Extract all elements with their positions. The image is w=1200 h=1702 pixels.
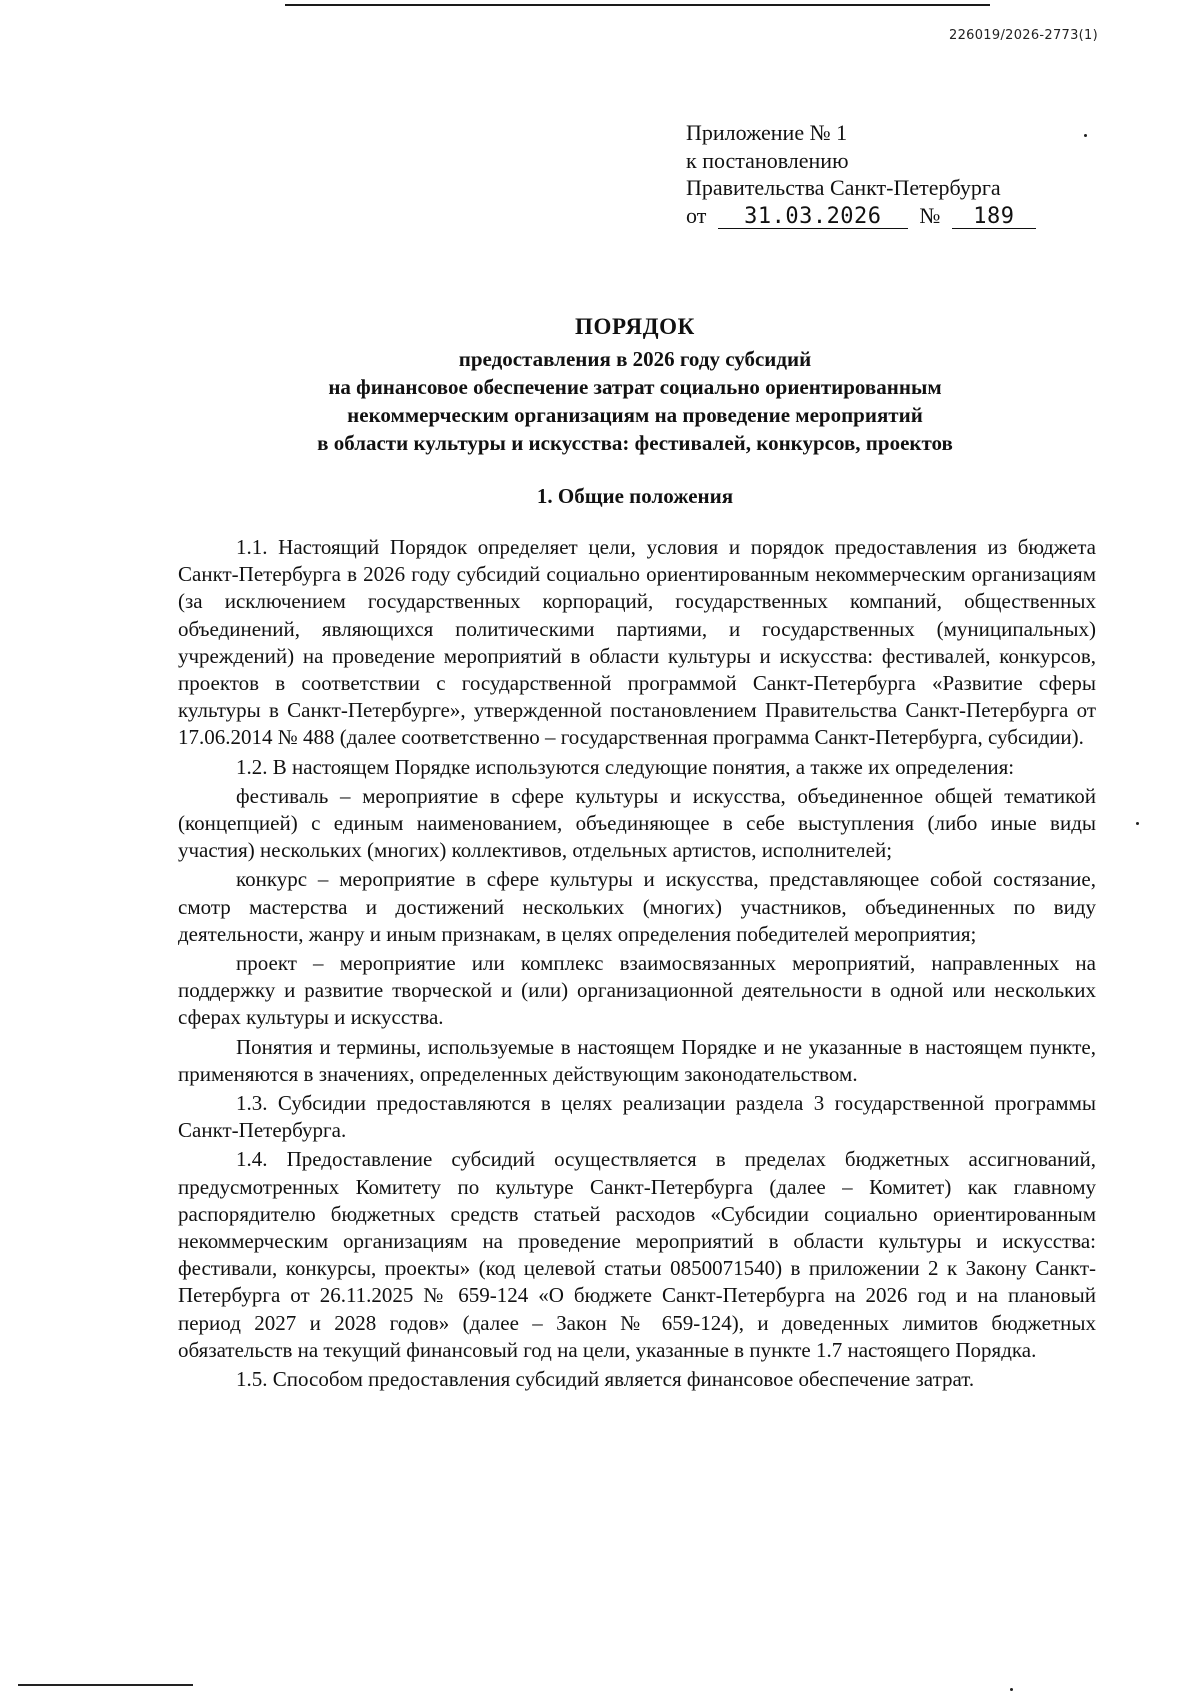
annex-title: Приложение № 1 (686, 120, 848, 145)
title-line: на финансовое обеспечение затрат социально ориентированным (328, 375, 942, 399)
scan-speck (1010, 1688, 1013, 1691)
annex-issuer: Правительства Санкт-Петербурга (686, 175, 1001, 200)
paragraph: конкурс – мероприятие в сфере культуры и искусства, представляющее собой состязание, смотр мастерства и достижений нескольких (многих) участников, объединенных по виду деятельности, жанру и иным признакам, в целях определения победителей мероприятия; (178, 867, 1096, 946)
resolution-date: 31.03.2026 (718, 206, 908, 229)
number-prefix: № (919, 202, 941, 228)
annex-header (686, 119, 1036, 229)
annex-subtitle: к постановлению (686, 147, 849, 173)
paragraph: 1.1. Настоящий Порядок определяет цели, условия и порядок предоставления из бюджета Санкт-Петербурга в 2026 году субсидий социально ориентированным некоммерческим организациям (за исключением государственных корпораций, государственных компаний, общественных объединений, являющихся политическими партиями, и государственных (муниципальных) учреждений) на проведение мероприятий в области культуры и искусства: фестивалей, конкурсов, проектов в соответствии с государственной программой Санкт-Петербурга «Развитие сферы культуры в Санкт-Петербурге», утвержденной постановлением Правительства Санкт-Петербурга от 17.06.2014 № 488 (далее соответственно – государственная программа Санкт-Петербурга, субсидии). (178, 535, 1096, 750)
paragraph: Понятия и термины, используемые в настоящем Порядке и не указанные в настоящем пункте, применяются в значениях, определенных действующим законодательством. (178, 1034, 1096, 1086)
scan-speck (1136, 822, 1139, 825)
title-line: предоставления в 2026 году субсидий (458, 347, 812, 371)
annex-date-number (686, 202, 1036, 230)
section-heading: 1. Общие положения (536, 484, 734, 508)
paragraph: проект – мероприятие или комплекс взаимосвязанных мероприятий, направленных на поддержку и развитие творческой и (или) организационной деятельности в одной или нескольких сферах культуры и искусства. (178, 951, 1096, 1030)
date-prefix: от (686, 202, 707, 228)
document-body (178, 534, 1096, 1395)
document-title (170, 313, 1100, 457)
scan-speck (1084, 134, 1087, 137)
title-line: некоммерческим организациям на проведение мероприятий (347, 403, 923, 427)
title-line: в области культуры и искусства: фестивалей, конкурсов, проектов (317, 431, 953, 455)
document-registration-number: 226019/2026-2773(1) (949, 28, 1098, 43)
bottom-scan-edge-line (18, 1684, 193, 1686)
paragraph: 1.5. Способом предоставления субсидий является финансовое обеспечение затрат. (236, 1367, 975, 1392)
resolution-number: 189 (952, 206, 1036, 229)
paragraph: 1.4. Предоставление субсидий осуществляется в пределах бюджетных ассигнований, предусмотренных Комитету по культуре Санкт-Петербурга (далее – Комитет) как главному распорядителю бюджетных средств статьей расходов «Субсидии социально ориентированным некоммерческим организациям на проведение мероприятий в области культуры и искусства: фестивали, конкурсы, проекты» (код целевой статьи 0850071540) в приложении 2 к Закону Санкт-Петербурга от 26.11.2025 № 659-124 «О бюджете Санкт-Петербурга на 2026 год и на плановый период 2027 и 2028 годов» (далее – Закон № 659-124), и доведенных лимитов бюджетных обязательств на текущий финансовый год на цели, указанные в пункте 1.7 настоящего Порядка. (178, 1147, 1096, 1362)
paragraph: 1.3. Субсидии предоставляются в целях реализации раздела 3 государственной программы Санкт-Петербурга. (178, 1091, 1096, 1143)
paragraph: фестиваль – мероприятие в сфере культуры и искусства, объединенное общей тематикой (концепцией) с единым наименованием, объединяющее в себе выступления (либо иные виды участия) нескольких (многих) коллективов, отдельных артистов, исполнителей; (178, 783, 1096, 863)
title-main: ПОРЯДОК (575, 314, 695, 339)
top-scan-edge-line (285, 4, 990, 6)
paragraph: 1.2. В настоящем Порядке используются следующие понятия, а также их определения: (236, 754, 1015, 779)
